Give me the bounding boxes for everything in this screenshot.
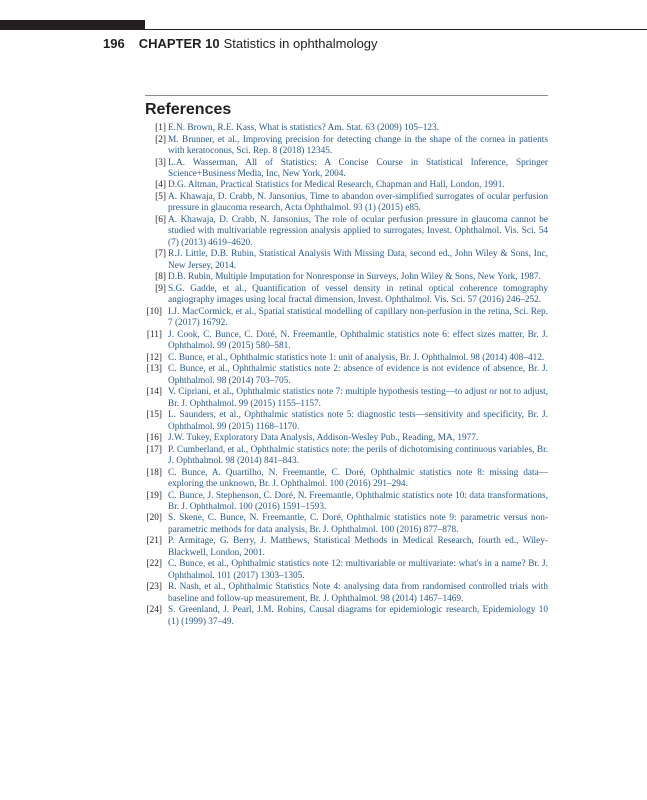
reference-item[interactable] [145, 536, 548, 559]
reference-link[interactable]: D.G. Altman, Practical Statistics for Medical Research, Chapman and Hall, London, 1991. [168, 180, 505, 191]
reference-number: [22] [146, 559, 162, 570]
reference-item[interactable] [145, 387, 548, 410]
reference-number: [24] [146, 605, 162, 616]
reference-link[interactable]: M. Brunner, et al., Improving precision for detecting change in the shape of the cornea in patients with keratoconus, Sci. Rep. 8 (2018) 12345. [168, 134, 548, 156]
reference-item[interactable] [145, 123, 548, 134]
section-heading: References [145, 101, 232, 118]
reference-number: [8] [155, 272, 166, 283]
reference-number: [11] [146, 329, 162, 340]
reference-number: [3] [155, 157, 166, 168]
section-divider [145, 95, 548, 96]
reference-number: [15] [146, 410, 162, 421]
reference-link[interactable]: S. Greenland, J. Pearl, J.M. Robins, Causal diagrams for epidemiologic research, Epidemiology 10 (1) (1999) 37–49. [168, 605, 548, 627]
reference-link[interactable]: J.W. Tukey, Exploratory Data Analysis, Addison-Wesley Pub., Reading, MA, 1977. [168, 433, 479, 444]
reference-item[interactable] [145, 433, 548, 444]
reference-item[interactable] [145, 192, 548, 215]
reference-item[interactable] [145, 605, 548, 628]
reference-link[interactable]: P. Cumberland, et al., Ophthalmic statistics note: the perils of dichotomising continuous variables, Br. J. Ophthalmol. 98 (2014) 841–843. [168, 444, 548, 467]
reference-link[interactable]: V. Cipriani, et al., Ophthalmic statistics note 7: multiple hypothesis testing—to adjust or not to adjust, Br. J. Ophthalmol. 99 (2015) 1155–1157. [168, 387, 548, 409]
reference-link[interactable]: A. Khawaja, D. Crabb, N. Jansonius, Time to abandon over-simplified surrogates of ocular perfusion pressure in glaucoma research, Acta Ophthalmol. 93 (1) (2015) e85. [168, 192, 548, 214]
reference-item[interactable] [145, 513, 548, 536]
reference-link[interactable]: D.B. Rubin, Multiple Imputation for Nonresponse in Surveys, John Wiley & Sons, New York, 1987. [168, 272, 541, 283]
reference-item[interactable] [145, 158, 548, 181]
reference-link[interactable]: C. Bunce, J. Stephenson, C. Doré, N. Freemantle, Ophthalmic statistics note 10: data transformations, Br. J. Ophthalmol. 100 (2016) 1591–1593. [168, 490, 548, 512]
reference-number: [10] [146, 306, 162, 317]
reference-item[interactable] [145, 330, 548, 353]
reference-number: [19] [146, 490, 162, 501]
reference-number: [23] [146, 582, 162, 593]
reference-item[interactable] [145, 491, 548, 514]
reference-link[interactable]: C. Bunce, et al., Ophthalmic statistics note 2: absence of evidence is not evidence of absence, Br. J. Ophthalmol. 98 (2014) 703–705. [168, 364, 548, 386]
reference-item[interactable] [145, 180, 548, 191]
header-bar [0, 20, 145, 30]
reference-number: [5] [155, 192, 166, 202]
reference-item[interactable] [145, 249, 548, 272]
reference-number: [13] [146, 364, 162, 375]
reference-item[interactable] [145, 353, 548, 364]
reference-number: [12] [146, 352, 162, 363]
reference-link[interactable]: P. Armitage, G. Berry, J. Matthews, Statistical Methods in Medical Research, fourth ed., Wiley-Blackwell, London, 2001. [168, 536, 548, 558]
reference-item[interactable] [145, 468, 548, 491]
reference-item[interactable] [145, 410, 548, 433]
reference-number: [17] [146, 444, 162, 455]
page-number: 196 [103, 36, 125, 51]
reference-link[interactable]: C. Bunce, A. Quartilho, N. Freemantle, C. Doré, Ophthalmic statistics note 8: missing data—exploring the unknown, Br. J. Ophthalmol. 100 (2016) 291–294. [168, 467, 548, 489]
reference-number: [14] [146, 387, 162, 398]
reference-item[interactable] [145, 215, 548, 249]
reference-item[interactable] [145, 284, 548, 307]
reference-number: [2] [155, 134, 166, 145]
reference-number: [20] [146, 513, 162, 524]
reference-item[interactable] [145, 272, 548, 283]
reference-link[interactable]: C. Bunce, et al., Ophthalmic statistics note 12: multivariable or multivariate: what's in a name? Br. J. Ophthalmol. 101 (2017) 1303–1305. [168, 559, 548, 581]
reference-number: [16] [146, 433, 162, 444]
reference-link[interactable]: R. Nash, et al., Ophthalmic Statistics Note 4: analysing data from randomised controlled trials with baseline and follow-up measurement, Br. J. Ophthalmol. 98 (2014) 1467–1469. [168, 582, 548, 604]
reference-list [145, 123, 548, 628]
reference-item[interactable] [145, 582, 548, 605]
header-rule [145, 29, 647, 30]
reference-number: [9] [155, 283, 166, 294]
reference-item[interactable] [145, 364, 548, 387]
reference-item[interactable] [145, 307, 548, 330]
running-head [103, 36, 378, 52]
reference-number: [1] [155, 123, 166, 133]
reference-item[interactable] [145, 559, 548, 582]
reference-link[interactable]: S.G. Gadde, et al., Quantification of vessel density in retinal optical coherence tomography angiography images using local fractal dimension, Invest. Ophthalmol. Vis. Sci. 57 (2016) 246–252. [168, 283, 548, 306]
reference-link[interactable]: J. Cook, C. Bunce, C. Doré, N. Freemantle, Ophthalmic statistics note 6: effect sizes matter, Br. J. Ophthalmol. 99 (2015) 580–581. [168, 329, 548, 352]
reference-link[interactable]: E.N. Brown, R.E. Kass, What is statistics? Am. Stat. 63 (2009) 105–123. [168, 123, 439, 133]
reference-number: [6] [155, 214, 166, 225]
reference-link[interactable]: L. Saunders, et al., Ophthalmic statistics note 5: diagnostic tests—sensitivity and specificity, Br. J. Ophthalmol. 99 (2015) 1168–1170. [168, 410, 548, 432]
reference-link[interactable]: A. Khawaja, D. Crabb, N. Jansonius, The role of ocular perfusion pressure in glaucoma cannot be studied with multivariable regression analysis applied to surrogates, Invest. Ophthalmol. Vis. Sci. 54 (7) (2013) 4619–4620. [168, 214, 548, 248]
reference-link[interactable]: R.J. Little, D.B. Rubin, Statistical Analysis With Missing Data, second ed., John Wiley & Sons, Inc, New Jersey, 2014. [168, 249, 548, 271]
reference-number: [21] [146, 536, 162, 547]
chapter-label: CHAPTER 10 [138, 36, 220, 51]
reference-link[interactable]: C. Bunce, et al., Ophthalmic statistics note 1: unit of analysis, Br. J. Ophthalmol. 98 (2014) 408–412. [168, 352, 545, 363]
reference-item[interactable] [145, 135, 548, 158]
reference-link[interactable]: S. Skene, C. Bunce, N. Freemantle, C. Doré, Ophthalmic statistics note 9: parametric versus non-parametric methods for data analysis, Br. J. Ophthalmol. 100 (2016) 877–878. [168, 513, 548, 535]
chapter-title: Statistics in ophthalmology [223, 36, 378, 51]
reference-number: [18] [146, 467, 162, 478]
reference-number: [4] [155, 180, 166, 191]
reference-number: [7] [155, 249, 166, 260]
reference-link[interactable]: L.A. Wasserman, All of Statistics: A Concise Course in Statistical Inference, Springer Science+Business Media, Inc, New York, 2004. [168, 157, 548, 179]
reference-item[interactable] [145, 445, 548, 468]
reference-link[interactable]: I.J. MacCormick, et al., Spatial statistical modelling of capillary non-perfusion in the retina, Sci. Rep. 7 (2017) 16792. [168, 306, 548, 329]
